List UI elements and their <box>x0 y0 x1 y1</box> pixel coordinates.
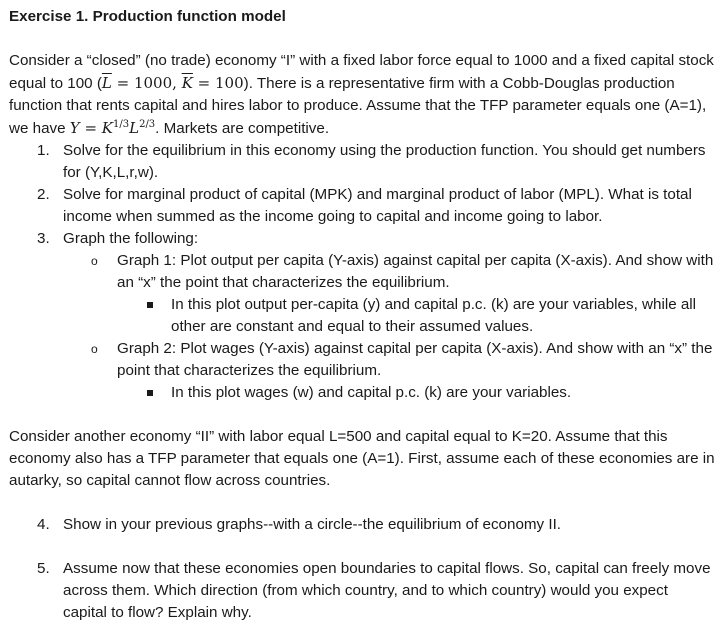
question-text: Graph the following: <box>63 230 199 247</box>
circle-bullet-icon: o <box>91 254 98 268</box>
intro-text-3: . Markets are competitive. <box>155 120 330 137</box>
graph-1-note-text: In this plot output per-capita (y) and capital p.c. (k) are your variables, while all other are constant and equal to their assumed values. <box>171 296 697 335</box>
spacer <box>9 404 715 426</box>
square-bullet-icon <box>147 302 153 308</box>
square-bullet-icon <box>147 390 153 396</box>
exercise-document <box>9 6 715 624</box>
circle-bullet-icon: o <box>91 342 98 356</box>
graph-1-text: Graph 1: Plot output per capita (Y-axis) against capital per capita (X-axis). And show with an “x” the point that characterizes the equilibrium. <box>117 252 714 291</box>
graph-1-item <box>9 250 715 294</box>
question-number: 3. <box>37 230 50 247</box>
graph-2-text: Graph 2: Plot wages (Y-axis) against capital per capita (X-axis). And show with an “x” the point that characterizes the equilibrium. <box>117 340 713 379</box>
question-list <box>9 140 715 250</box>
question-number: 4. <box>37 516 50 533</box>
question-text: Show in your previous graphs--with a circle--the equilibrium of economy II. <box>63 516 562 533</box>
question-number: 5. <box>37 560 50 577</box>
production-function-equation: $Y = K^{1/3}L^{2/3}$ <box>69 119 156 137</box>
question-1 <box>9 140 715 184</box>
graph-1-note <box>9 294 715 338</box>
graph-2-note-text: In this plot wages (w) and capital p.c. (k) are your variables. <box>171 384 572 401</box>
second-economy-paragraph: Consider another economy “II” with labor equal L=500 and capital equal to K=20. Assume that this economy also has a TFP parameter that equals one (A=1). First, assume each of these economies are in autarky, so capital cannot flow across countries. <box>9 428 715 489</box>
spacer <box>9 536 715 558</box>
labor-bar-equation: $\overline{L} = 1000$, $\overline{K} = 100$ <box>101 74 244 92</box>
question-number: 2. <box>37 186 50 203</box>
graph-2-note <box>9 382 715 404</box>
question-text: Solve for marginal product of capital (MPK) and marginal product of labor (MPL). What is total income when summed as the income going to capital and income going to labor. <box>63 186 692 225</box>
question-3 <box>9 228 715 250</box>
graph-2-item <box>9 338 715 382</box>
spacer <box>9 492 715 514</box>
intro-text-1: Consider a “closed” (no trade) economy “I” with a fixed labor force equal to 1000 and a fixed capital stock equal to 100 ( <box>9 52 714 92</box>
question-number: 1. <box>37 142 50 159</box>
question-4 <box>9 514 715 536</box>
question-5 <box>9 558 715 624</box>
question-text: Assume now that these economies open boundaries to capital flows. So, capital can freely move across them. Which direction (from which country, and to which country) would you expect capital to flow? Explain why. <box>63 560 711 621</box>
question-text: Solve for the equilibrium in this economy using the production function. You should get numbers for (Y,K,L,r,w). <box>63 142 706 181</box>
question-2 <box>9 184 715 228</box>
intro-text-2: ). There is a representative firm with a Cobb-Douglas production function that rents capital and hires labor to produce. Assume that the TFP parameter equals one (A=1), we have <box>9 75 707 137</box>
intro-paragraph <box>9 50 715 140</box>
exercise-title: Exercise 1. Production function model <box>9 8 286 25</box>
